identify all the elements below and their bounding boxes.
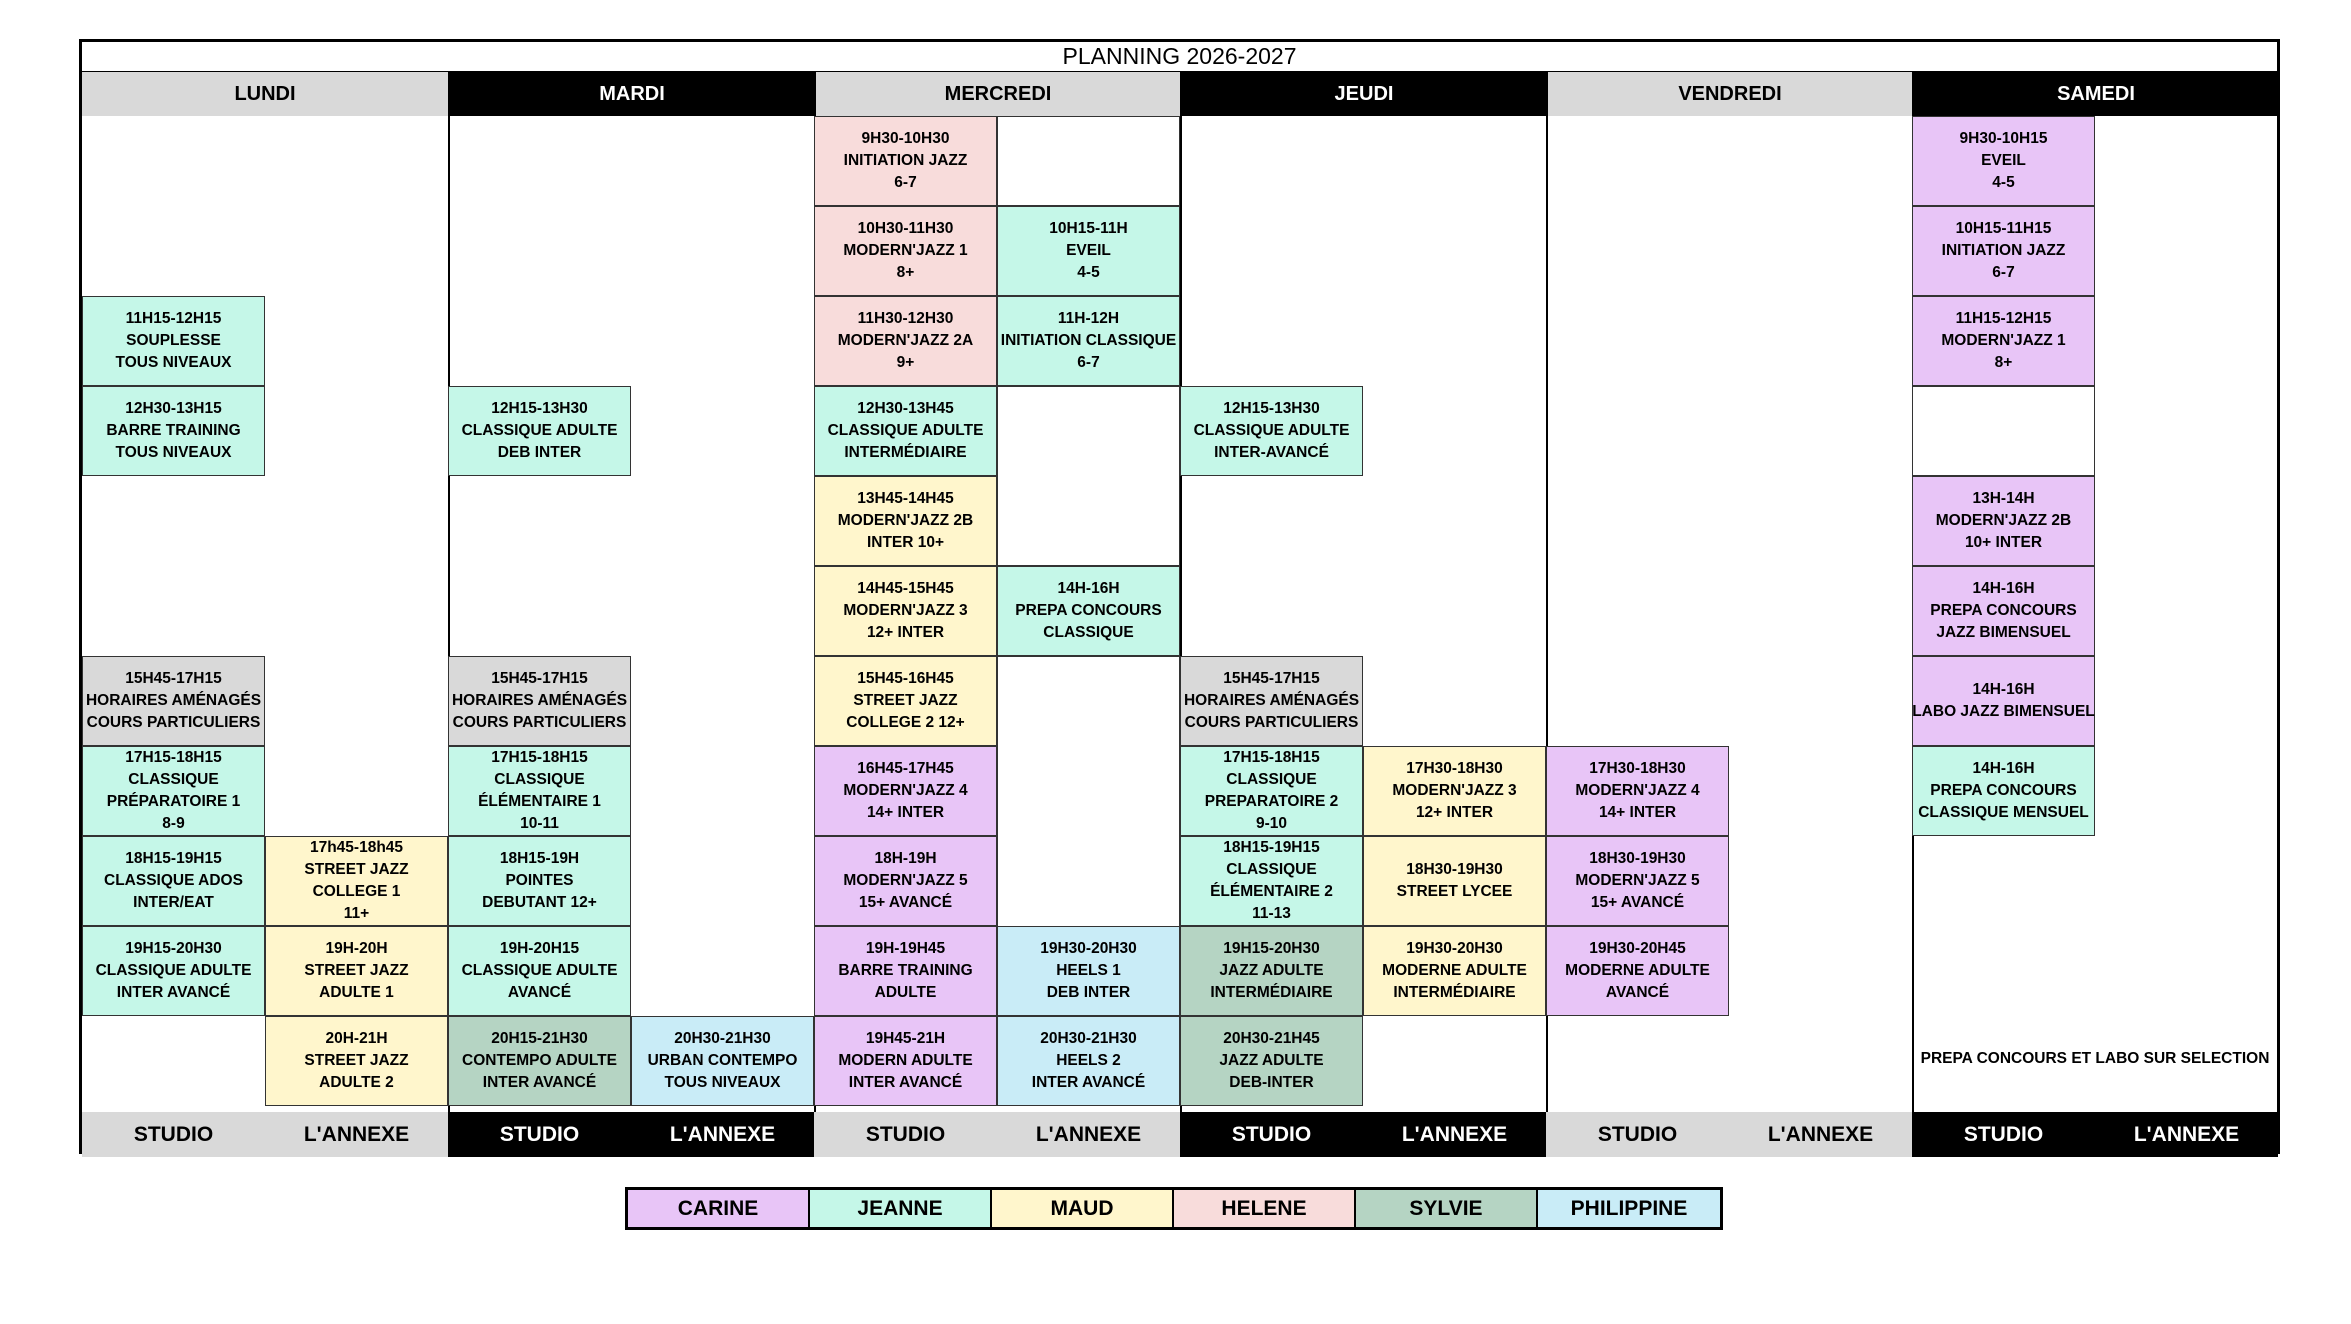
course-detail: ÉLÉMENTAIRE 2 <box>1210 883 1333 900</box>
course-time: 19H30-20H30 <box>1040 940 1137 957</box>
course-time: 19H30-20H30 <box>1406 940 1503 957</box>
course-detail: COURS PARTICULIERS <box>452 714 627 731</box>
course-detail: 4-5 <box>1077 264 1100 281</box>
course-detail: CLASSIQUE <box>1226 771 1317 788</box>
course-detail: ADULTE <box>874 984 937 1001</box>
course-cell <box>997 206 1180 296</box>
course-detail: PREPA CONCOURS <box>1930 602 2077 619</box>
course-detail: INTER-AVANCÉ <box>1214 444 1329 461</box>
course-time: 18H30-19H30 <box>1406 861 1503 878</box>
course-detail: 14+ INTER <box>1598 804 1677 821</box>
course-detail: 12+ INTER <box>1415 804 1494 821</box>
course-detail: HORAIRES AMÉNAGÉS <box>451 692 628 709</box>
course-detail: 11-13 <box>1252 905 1291 922</box>
room-label-studio: STUDIO <box>448 1112 631 1157</box>
planning-table <box>79 39 2280 1154</box>
course-cell <box>814 926 997 1016</box>
room-label-annexe: L'ANNEXE <box>1729 1112 1912 1157</box>
course-time: 18H15-19H <box>499 850 580 867</box>
course-detail: CLASSIQUE ADULTE <box>1193 422 1350 439</box>
course-detail: MODERN'JAZZ 3 <box>1392 782 1517 799</box>
course-detail: HEELS 1 <box>1056 962 1121 979</box>
course-cell <box>997 296 1180 386</box>
course-detail: 12+ INTER <box>866 624 945 641</box>
course-detail: AVANCÉ <box>507 984 572 1001</box>
course-time: 14H-16H <box>1972 681 2035 698</box>
course-cell <box>814 386 997 476</box>
course-detail: 15+ AVANCÉ <box>858 894 953 911</box>
course-cell <box>1912 206 2095 296</box>
room-label-annexe: L'ANNEXE <box>1363 1112 1546 1157</box>
course-time: 17H15-18H15 <box>491 749 588 766</box>
course-detail: MODERN'JAZZ 2B <box>1935 512 2072 529</box>
course-cell <box>1546 926 1729 1016</box>
course-cell <box>82 926 265 1016</box>
course-detail: JAZZ ADULTE <box>1219 962 1324 979</box>
course-detail: CLASSIQUE ADULTE <box>461 422 618 439</box>
course-cell <box>82 386 265 476</box>
course-time: 17H30-18H30 <box>1589 760 1686 777</box>
course-detail: CLASSIQUE <box>1043 624 1134 641</box>
room-label-studio: STUDIO <box>1546 1112 1729 1157</box>
course-detail: MODERN'JAZZ 4 <box>843 782 968 799</box>
course-detail: STREET LYCEE <box>1396 883 1513 900</box>
course-time: 20H15-21H30 <box>491 1030 588 1047</box>
course-time: 15H45-17H15 <box>491 670 588 687</box>
course-cell <box>1912 746 2095 836</box>
course-time: 18H-19H <box>874 850 937 867</box>
course-detail: MODERN'JAZZ 5 <box>1575 872 1700 889</box>
empty-slot <box>997 386 1180 566</box>
course-detail: 15+ AVANCÉ <box>1590 894 1685 911</box>
course-detail: ÉLÉMENTAIRE 1 <box>478 793 601 810</box>
course-detail: 14+ INTER <box>866 804 945 821</box>
course-cell <box>631 1016 814 1106</box>
course-cell <box>265 836 448 926</box>
course-cell <box>1180 926 1363 1016</box>
course-time: 14H-16H <box>1057 580 1120 597</box>
course-detail: EVEIL <box>1066 242 1111 259</box>
course-cell <box>448 926 631 1016</box>
course-time: 17H15-18H15 <box>1223 749 1320 766</box>
course-detail: MODERN'JAZZ 1 <box>843 242 968 259</box>
room-label-studio: STUDIO <box>82 1112 265 1157</box>
course-cell <box>1912 656 2095 746</box>
course-detail: EVEIL <box>1981 152 2026 169</box>
day-header-lundi: LUNDI <box>82 72 448 116</box>
room-label-annexe: L'ANNEXE <box>2095 1112 2278 1157</box>
course-detail: MODERN'JAZZ 4 <box>1575 782 1700 799</box>
course-detail: HEELS 2 <box>1056 1052 1121 1069</box>
course-time: 14H45-15H45 <box>857 580 954 597</box>
course-cell <box>1912 476 2095 566</box>
course-time: 19H15-20H30 <box>1223 940 1320 957</box>
course-time: 20H30-21H30 <box>1040 1030 1137 1047</box>
course-detail: AVANCÉ <box>1605 984 1670 1001</box>
course-detail: CLASSIQUE ADOS <box>104 872 243 889</box>
course-time: 9H30-10H30 <box>861 130 950 147</box>
course-detail: CLASSIQUE <box>128 771 219 788</box>
course-detail: INITIATION JAZZ <box>1941 242 2066 259</box>
course-cell <box>1912 116 2095 206</box>
day-header-samedi: SAMEDI <box>1912 72 2278 116</box>
course-cell <box>1912 296 2095 386</box>
course-cell <box>814 476 997 566</box>
course-time: 20H30-21H45 <box>1223 1030 1320 1047</box>
empty-slot <box>997 116 1180 206</box>
course-time: 16H45-17H45 <box>857 760 954 777</box>
course-cell <box>1363 926 1546 1016</box>
course-cell <box>814 566 997 656</box>
course-time: 17H30-18H30 <box>1406 760 1503 777</box>
course-time: 11H-12H <box>1057 310 1120 327</box>
course-cell <box>448 746 631 836</box>
course-cell <box>448 656 631 746</box>
course-detail: DEB INTER <box>497 444 582 461</box>
course-detail: STREET JAZZ <box>853 692 958 709</box>
teacher-legend <box>625 1187 1723 1230</box>
course-cell <box>814 206 997 296</box>
course-detail: ADULTE 1 <box>319 984 394 1001</box>
course-detail: COLLEGE 1 <box>312 883 401 900</box>
course-detail: 6-7 <box>1992 264 2015 281</box>
course-time: 12H30-13H15 <box>125 400 222 417</box>
course-detail: TOUS NIVEAUX <box>115 444 232 461</box>
course-detail: MODERN'JAZZ 1 <box>1941 332 2066 349</box>
course-cell <box>814 656 997 746</box>
course-detail: 6-7 <box>894 174 917 191</box>
course-detail: MODERN'JAZZ 3 <box>843 602 968 619</box>
course-cell <box>82 836 265 926</box>
course-time: 19H15-20H30 <box>125 940 222 957</box>
course-detail: 11+ <box>343 905 370 922</box>
course-cell <box>265 1016 448 1106</box>
course-time: 18H30-19H30 <box>1589 850 1686 867</box>
course-detail: DEBUTANT 12+ <box>482 894 597 911</box>
course-cell <box>1363 836 1546 926</box>
course-time: 14H-16H <box>1972 760 2035 777</box>
course-detail: HORAIRES AMÉNAGÉS <box>85 692 262 709</box>
room-label-annexe: L'ANNEXE <box>265 1112 448 1157</box>
course-detail: CLASSIQUE ADULTE <box>827 422 984 439</box>
legend-jeanne: JEANNE <box>810 1190 992 1227</box>
planning-title: PLANNING 2026-2027 <box>82 42 2277 72</box>
course-cell <box>82 746 265 836</box>
course-detail: ADULTE 2 <box>319 1074 394 1091</box>
course-detail: INTERMÉDIAIRE <box>844 444 967 461</box>
course-time: 12H15-13H30 <box>1223 400 1320 417</box>
course-detail: COURS PARTICULIERS <box>1184 714 1359 731</box>
course-cell <box>82 656 265 746</box>
course-detail: CLASSIQUE <box>494 771 585 788</box>
course-detail: BARRE TRAINING <box>106 422 241 439</box>
course-detail: INTER 10+ <box>866 534 945 551</box>
course-detail: INTERMÉDIAIRE <box>1393 984 1516 1001</box>
course-detail: CONTEMPO ADULTE <box>462 1052 617 1069</box>
course-cell <box>814 836 997 926</box>
course-detail: PREPARATOIRE 2 <box>1204 793 1339 810</box>
course-detail: STREET JAZZ <box>304 1052 409 1069</box>
course-cell <box>265 926 448 1016</box>
room-label-studio: STUDIO <box>1180 1112 1363 1157</box>
legend-maud: MAUD <box>992 1190 1174 1227</box>
day-header-vendredi: VENDREDI <box>1546 72 1912 116</box>
course-time: 11H30-12H30 <box>857 310 954 327</box>
room-label-studio: STUDIO <box>814 1112 997 1157</box>
course-time: 9H30-10H15 <box>1959 130 2048 147</box>
course-detail: 8-9 <box>162 815 185 832</box>
course-time: 11H15-12H15 <box>1955 310 2052 327</box>
course-time: 14H-16H <box>1972 580 2035 597</box>
course-time: 19H-20H <box>325 940 388 957</box>
course-time: 11H15-12H15 <box>125 310 222 327</box>
course-time: 19H45-21H <box>865 1030 946 1047</box>
course-detail: INTER AVANCÉ <box>482 1074 597 1091</box>
selection-note: PREPA CONCOURS ET LABO SUR SELECTION <box>1920 1050 2270 1067</box>
course-detail: HORAIRES AMÉNAGÉS <box>1183 692 1360 709</box>
course-time: 19H30-20H45 <box>1589 940 1686 957</box>
course-time: 10H15-11H <box>1049 220 1128 237</box>
course-detail: MODERNE ADULTE <box>1382 962 1527 979</box>
course-cell <box>1180 656 1363 746</box>
course-cell <box>1546 836 1729 926</box>
course-time: 18H15-19H15 <box>125 850 222 867</box>
course-detail: MODERN'JAZZ 2B <box>837 512 974 529</box>
course-detail: INTER AVANCÉ <box>116 984 231 1001</box>
course-cell <box>997 926 1180 1016</box>
course-cell <box>1180 1016 1363 1106</box>
course-time: 13H-14H <box>1972 490 2035 507</box>
course-time: 19H-19H45 <box>865 940 946 957</box>
course-cell <box>1180 836 1363 926</box>
course-time: 12H30-13H45 <box>857 400 954 417</box>
course-detail: 4-5 <box>1992 174 2015 191</box>
legend-sylvie: SYLVIE <box>1356 1190 1538 1227</box>
course-detail: PRÉPARATOIRE 1 <box>106 793 241 810</box>
course-cell <box>814 116 997 206</box>
course-detail: URBAN CONTEMPO <box>647 1052 798 1069</box>
course-time: 17H15-18H15 <box>125 749 222 766</box>
course-cell <box>448 836 631 926</box>
course-time: 10H30-11H30 <box>857 220 954 237</box>
course-detail: CLASSIQUE MENSUEL <box>1918 804 2089 821</box>
course-cell <box>814 1016 997 1106</box>
course-detail: POINTES <box>505 872 574 889</box>
course-cell <box>814 746 997 836</box>
course-time: 10H15-11H15 <box>1955 220 2052 237</box>
room-label-studio: STUDIO <box>1912 1112 2095 1157</box>
course-detail: MODERNE ADULTE <box>1565 962 1710 979</box>
room-label-annexe: L'ANNEXE <box>997 1112 1180 1157</box>
course-detail: MODERN'JAZZ 2A <box>837 332 974 349</box>
course-cell <box>1180 386 1363 476</box>
course-detail: JAZZ BIMENSUEL <box>1936 624 2071 641</box>
legend-philippine: PHILIPPINE <box>1538 1190 1720 1227</box>
course-cell <box>448 1016 631 1106</box>
course-detail: LABO JAZZ BIMENSUEL <box>1912 703 2095 720</box>
course-time: 17h45-18h45 <box>309 839 404 856</box>
room-label-annexe: L'ANNEXE <box>631 1112 814 1157</box>
course-detail: PREPA CONCOURS <box>1930 782 2077 799</box>
day-header-mardi: MARDI <box>448 72 814 116</box>
course-time: 13H45-14H45 <box>857 490 954 507</box>
course-cell <box>997 1016 1180 1106</box>
course-cell <box>1180 746 1363 836</box>
course-time: 12H15-13H30 <box>491 400 588 417</box>
course-detail: COURS PARTICULIERS <box>86 714 261 731</box>
course-detail: INTERMÉDIAIRE <box>1210 984 1333 1001</box>
course-detail: CLASSIQUE ADULTE <box>461 962 618 979</box>
course-time: 15H45-17H15 <box>1223 670 1320 687</box>
course-detail: CLASSIQUE <box>1226 861 1317 878</box>
course-detail: 8+ <box>896 264 915 281</box>
course-detail: INITIATION CLASSIQUE <box>1000 332 1177 349</box>
empty-slot <box>1912 386 2095 476</box>
course-cell <box>448 386 631 476</box>
course-detail: DEB INTER <box>1046 984 1131 1001</box>
course-detail: SOUPLESSE <box>126 332 221 349</box>
course-time: 15H45-16H45 <box>857 670 954 687</box>
legend-helene: HELENE <box>1174 1190 1356 1227</box>
course-detail: TOUS NIVEAUX <box>664 1074 781 1091</box>
course-detail: MODERN'JAZZ 5 <box>843 872 968 889</box>
course-detail: 9-10 <box>1255 815 1288 832</box>
course-detail: 9+ <box>896 354 915 371</box>
course-detail: STREET JAZZ <box>304 861 409 878</box>
course-cell <box>997 566 1180 656</box>
course-cell <box>1363 746 1546 836</box>
course-cell <box>1546 746 1729 836</box>
course-detail: 8+ <box>1994 354 2013 371</box>
course-detail: CLASSIQUE ADULTE <box>95 962 252 979</box>
day-header-mercredi: MERCREDI <box>814 72 1180 116</box>
course-detail: 10-11 <box>520 815 559 832</box>
course-time: 19H-20H15 <box>499 940 580 957</box>
course-detail: STREET JAZZ <box>304 962 409 979</box>
course-detail: INTER/EAT <box>133 894 214 911</box>
course-time: 20H-21H <box>325 1030 388 1047</box>
course-detail: PREPA CONCOURS <box>1015 602 1162 619</box>
course-detail: INTER AVANCÉ <box>848 1074 963 1091</box>
course-detail: DEB-INTER <box>1229 1074 1314 1091</box>
course-detail: JAZZ ADULTE <box>1219 1052 1324 1069</box>
course-cell <box>82 296 265 386</box>
course-detail: MODERN ADULTE <box>838 1052 973 1069</box>
legend-carine: CARINE <box>628 1190 810 1227</box>
course-detail: 10+ INTER <box>1964 534 2043 551</box>
course-cell <box>1912 566 2095 656</box>
course-time: 15H45-17H15 <box>125 670 222 687</box>
course-time: 20H30-21H30 <box>674 1030 771 1047</box>
course-detail: COLLEGE 2 12+ <box>846 714 965 731</box>
course-cell <box>814 296 997 386</box>
course-time: 18H15-19H15 <box>1223 839 1320 856</box>
course-detail: INITIATION JAZZ <box>843 152 968 169</box>
course-detail: TOUS NIVEAUX <box>115 354 232 371</box>
course-detail: INTER AVANCÉ <box>1031 1074 1146 1091</box>
course-detail: 6-7 <box>1077 354 1100 371</box>
course-detail: BARRE TRAINING <box>838 962 973 979</box>
day-header-jeudi: JEUDI <box>1180 72 1546 116</box>
